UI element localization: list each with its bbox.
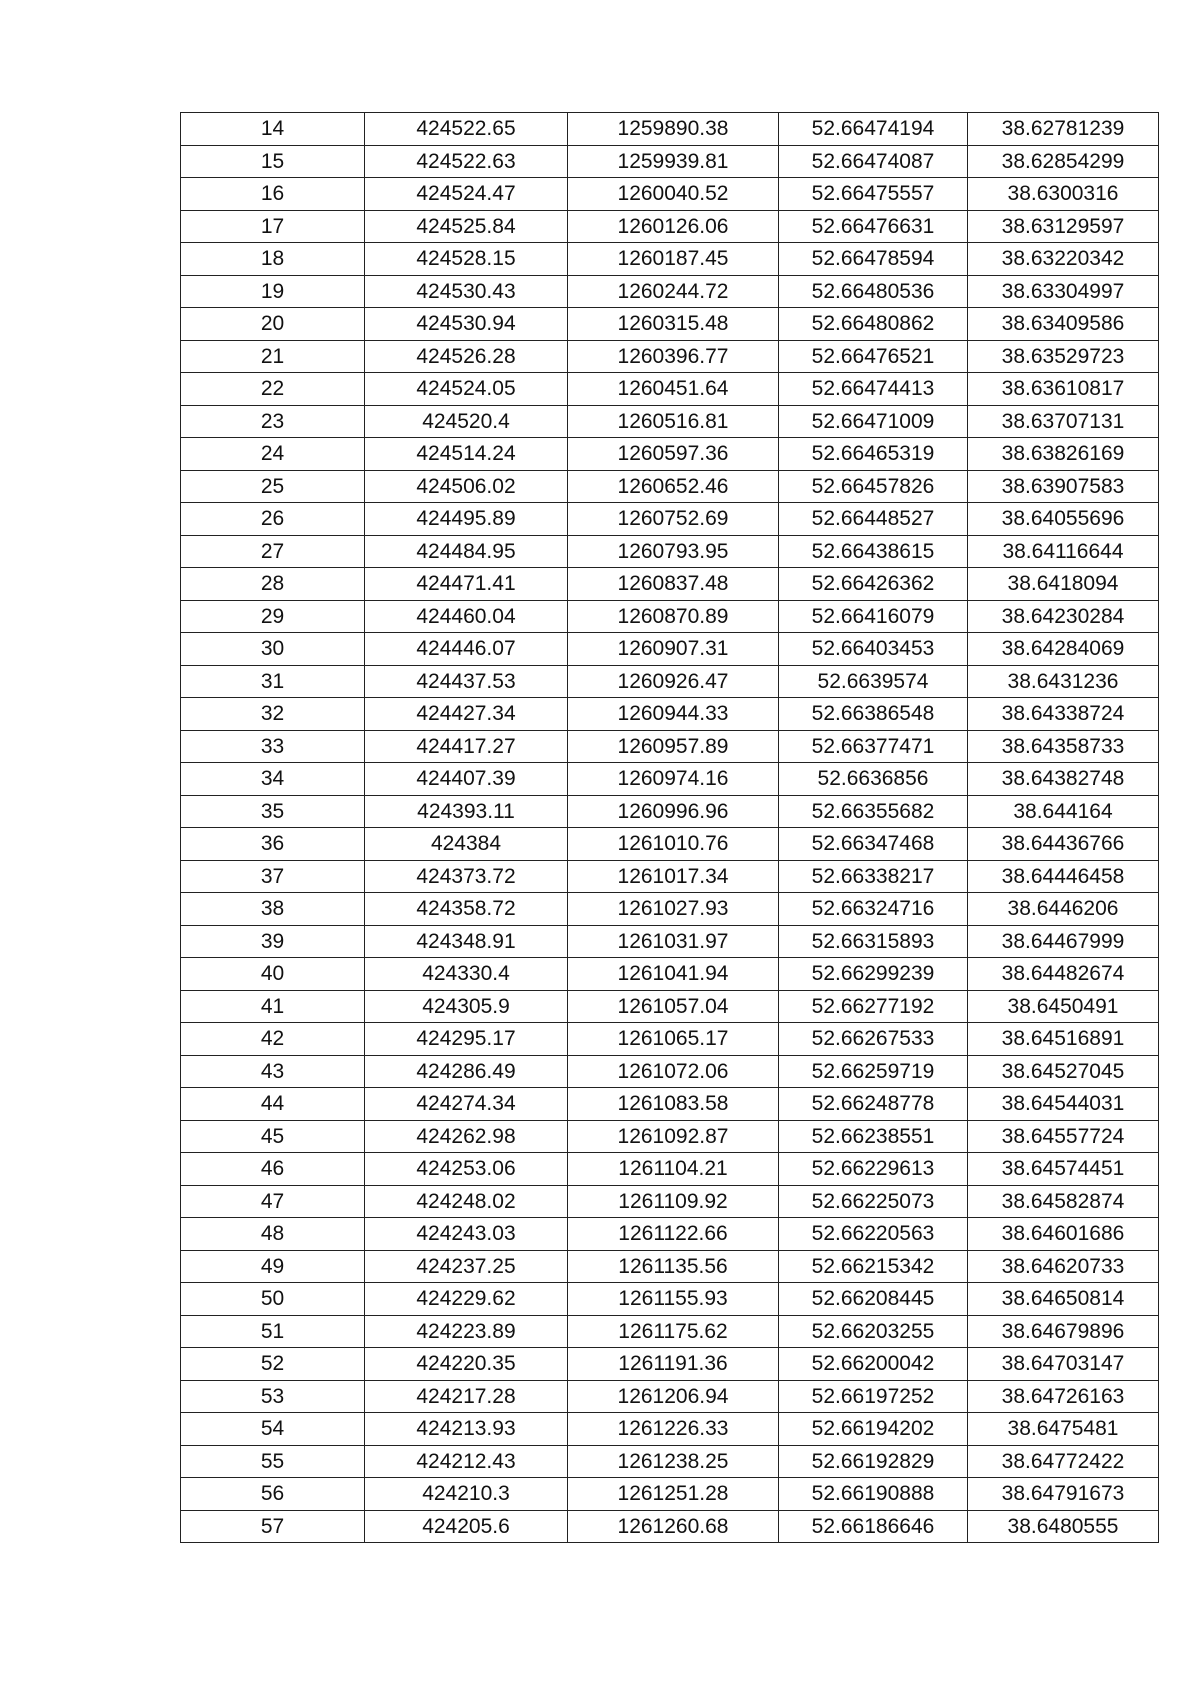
latitude-cell: 52.66200042 [779, 1348, 968, 1381]
point-number-cell: 21 [181, 340, 365, 373]
table-row [181, 535, 1159, 568]
table-row [181, 795, 1159, 828]
point-number-cell: 26 [181, 503, 365, 536]
x-coordinate-cell: 424407.39 [365, 763, 568, 796]
point-number-cell: 35 [181, 795, 365, 828]
x-coordinate-cell: 424526.28 [365, 340, 568, 373]
y-coordinate-cell: 1260451.64 [568, 373, 779, 406]
x-coordinate-cell: 424446.07 [365, 633, 568, 666]
x-coordinate-cell: 424514.24 [365, 438, 568, 471]
table-row [181, 243, 1159, 276]
table-row [181, 210, 1159, 243]
longitude-cell: 38.64436766 [968, 828, 1159, 861]
table-row [181, 1315, 1159, 1348]
longitude-cell: 38.64516891 [968, 1023, 1159, 1056]
latitude-cell: 52.66324716 [779, 893, 968, 926]
y-coordinate-cell: 1260516.81 [568, 405, 779, 438]
point-number-cell: 18 [181, 243, 365, 276]
x-coordinate-cell: 424506.02 [365, 470, 568, 503]
x-coordinate-cell: 424525.84 [365, 210, 568, 243]
latitude-cell: 52.66248778 [779, 1088, 968, 1121]
longitude-cell: 38.64650814 [968, 1283, 1159, 1316]
point-number-cell: 57 [181, 1510, 365, 1543]
longitude-cell: 38.64574451 [968, 1153, 1159, 1186]
y-coordinate-cell: 1260974.16 [568, 763, 779, 796]
point-number-cell: 33 [181, 730, 365, 763]
table-row [181, 1088, 1159, 1121]
x-coordinate-cell: 424217.28 [365, 1380, 568, 1413]
latitude-cell: 52.66203255 [779, 1315, 968, 1348]
y-coordinate-cell: 1261083.58 [568, 1088, 779, 1121]
x-coordinate-cell: 424393.11 [365, 795, 568, 828]
point-number-cell: 51 [181, 1315, 365, 1348]
point-number-cell: 48 [181, 1218, 365, 1251]
x-coordinate-cell: 424274.34 [365, 1088, 568, 1121]
latitude-cell: 52.66208445 [779, 1283, 968, 1316]
longitude-cell: 38.6446206 [968, 893, 1159, 926]
y-coordinate-cell: 1260396.77 [568, 340, 779, 373]
point-number-cell: 38 [181, 893, 365, 926]
longitude-cell: 38.64284069 [968, 633, 1159, 666]
latitude-cell: 52.66471009 [779, 405, 968, 438]
y-coordinate-cell: 1261155.93 [568, 1283, 779, 1316]
table-row [181, 275, 1159, 308]
table-row [181, 1120, 1159, 1153]
point-number-cell: 37 [181, 860, 365, 893]
y-coordinate-cell: 1261260.68 [568, 1510, 779, 1543]
point-number-cell: 23 [181, 405, 365, 438]
y-coordinate-cell: 1260926.47 [568, 665, 779, 698]
table-row [181, 145, 1159, 178]
latitude-cell: 52.66475557 [779, 178, 968, 211]
table-row [181, 373, 1159, 406]
point-number-cell: 45 [181, 1120, 365, 1153]
point-number-cell: 46 [181, 1153, 365, 1186]
point-number-cell: 29 [181, 600, 365, 633]
point-number-cell: 20 [181, 308, 365, 341]
y-coordinate-cell: 1261238.25 [568, 1445, 779, 1478]
x-coordinate-cell: 424373.72 [365, 860, 568, 893]
table-row [181, 1348, 1159, 1381]
table-row [181, 1510, 1159, 1543]
y-coordinate-cell: 1261206.94 [568, 1380, 779, 1413]
longitude-cell: 38.62854299 [968, 145, 1159, 178]
longitude-cell: 38.64467999 [968, 925, 1159, 958]
latitude-cell: 52.66474413 [779, 373, 968, 406]
y-coordinate-cell: 1261065.17 [568, 1023, 779, 1056]
longitude-cell: 38.63826169 [968, 438, 1159, 471]
point-number-cell: 47 [181, 1185, 365, 1218]
latitude-cell: 52.66474087 [779, 145, 968, 178]
latitude-cell: 52.66426362 [779, 568, 968, 601]
table-row [181, 340, 1159, 373]
x-coordinate-cell: 424223.89 [365, 1315, 568, 1348]
latitude-cell: 52.66215342 [779, 1250, 968, 1283]
x-coordinate-cell: 424253.06 [365, 1153, 568, 1186]
x-coordinate-cell: 424358.72 [365, 893, 568, 926]
y-coordinate-cell: 1261109.92 [568, 1185, 779, 1218]
table-row [181, 828, 1159, 861]
x-coordinate-cell: 424522.63 [365, 145, 568, 178]
longitude-cell: 38.644164 [968, 795, 1159, 828]
longitude-cell: 38.64726163 [968, 1380, 1159, 1413]
table-row [181, 1445, 1159, 1478]
y-coordinate-cell: 1261010.76 [568, 828, 779, 861]
x-coordinate-cell: 424248.02 [365, 1185, 568, 1218]
table-row [181, 568, 1159, 601]
table-row [181, 1153, 1159, 1186]
table-row [181, 1478, 1159, 1511]
table-row [181, 1250, 1159, 1283]
longitude-cell: 38.6300316 [968, 178, 1159, 211]
x-coordinate-cell: 424460.04 [365, 600, 568, 633]
table-row [181, 308, 1159, 341]
y-coordinate-cell: 1261251.28 [568, 1478, 779, 1511]
latitude-cell: 52.66338217 [779, 860, 968, 893]
longitude-cell: 38.63304997 [968, 275, 1159, 308]
longitude-cell: 38.64620733 [968, 1250, 1159, 1283]
longitude-cell: 38.63707131 [968, 405, 1159, 438]
table-row [181, 503, 1159, 536]
y-coordinate-cell: 1260793.95 [568, 535, 779, 568]
table-row [181, 665, 1159, 698]
y-coordinate-cell: 1260944.33 [568, 698, 779, 731]
table-row [181, 113, 1159, 146]
longitude-cell: 38.64358733 [968, 730, 1159, 763]
latitude-cell: 52.66476631 [779, 210, 968, 243]
table-row [181, 1380, 1159, 1413]
y-coordinate-cell: 1260907.31 [568, 633, 779, 666]
latitude-cell: 52.66416079 [779, 600, 968, 633]
latitude-cell: 52.66438615 [779, 535, 968, 568]
point-number-cell: 25 [181, 470, 365, 503]
x-coordinate-cell: 424212.43 [365, 1445, 568, 1478]
longitude-cell: 38.64582874 [968, 1185, 1159, 1218]
point-number-cell: 16 [181, 178, 365, 211]
longitude-cell: 38.64055696 [968, 503, 1159, 536]
table-row [181, 958, 1159, 991]
point-number-cell: 44 [181, 1088, 365, 1121]
y-coordinate-cell: 1260187.45 [568, 243, 779, 276]
x-coordinate-cell: 424262.98 [365, 1120, 568, 1153]
point-number-cell: 34 [181, 763, 365, 796]
y-coordinate-cell: 1261104.21 [568, 1153, 779, 1186]
latitude-cell: 52.66197252 [779, 1380, 968, 1413]
table-row [181, 438, 1159, 471]
coordinate-table-body [181, 113, 1159, 1543]
latitude-cell: 52.66474194 [779, 113, 968, 146]
x-coordinate-cell: 424528.15 [365, 243, 568, 276]
longitude-cell: 38.64338724 [968, 698, 1159, 731]
latitude-cell: 52.66478594 [779, 243, 968, 276]
latitude-cell: 52.6639574 [779, 665, 968, 698]
table-row [181, 763, 1159, 796]
y-coordinate-cell: 1260837.48 [568, 568, 779, 601]
latitude-cell: 52.66476521 [779, 340, 968, 373]
y-coordinate-cell: 1260957.89 [568, 730, 779, 763]
y-coordinate-cell: 1260315.48 [568, 308, 779, 341]
table-row [181, 893, 1159, 926]
point-number-cell: 55 [181, 1445, 365, 1478]
y-coordinate-cell: 1259939.81 [568, 145, 779, 178]
x-coordinate-cell: 424237.25 [365, 1250, 568, 1283]
table-row [181, 1218, 1159, 1251]
longitude-cell: 38.63529723 [968, 340, 1159, 373]
longitude-cell: 38.63220342 [968, 243, 1159, 276]
latitude-cell: 52.66229613 [779, 1153, 968, 1186]
table-row [181, 470, 1159, 503]
longitude-cell: 38.6480555 [968, 1510, 1159, 1543]
longitude-cell: 38.64446458 [968, 860, 1159, 893]
table-row [181, 1283, 1159, 1316]
table-row [181, 698, 1159, 731]
y-coordinate-cell: 1261191.36 [568, 1348, 779, 1381]
y-coordinate-cell: 1261041.94 [568, 958, 779, 991]
point-number-cell: 27 [181, 535, 365, 568]
y-coordinate-cell: 1261226.33 [568, 1413, 779, 1446]
x-coordinate-cell: 424437.53 [365, 665, 568, 698]
x-coordinate-cell: 424213.93 [365, 1413, 568, 1446]
y-coordinate-cell: 1260244.72 [568, 275, 779, 308]
point-number-cell: 15 [181, 145, 365, 178]
longitude-cell: 38.6475481 [968, 1413, 1159, 1446]
longitude-cell: 38.63409586 [968, 308, 1159, 341]
x-coordinate-cell: 424524.47 [365, 178, 568, 211]
y-coordinate-cell: 1261092.87 [568, 1120, 779, 1153]
longitude-cell: 38.6431236 [968, 665, 1159, 698]
x-coordinate-cell: 424417.27 [365, 730, 568, 763]
point-number-cell: 50 [181, 1283, 365, 1316]
x-coordinate-cell: 424305.9 [365, 990, 568, 1023]
x-coordinate-cell: 424484.95 [365, 535, 568, 568]
latitude-cell: 52.66238551 [779, 1120, 968, 1153]
longitude-cell: 38.64482674 [968, 958, 1159, 991]
table-row [181, 600, 1159, 633]
point-number-cell: 32 [181, 698, 365, 731]
x-coordinate-cell: 424348.91 [365, 925, 568, 958]
y-coordinate-cell: 1261031.97 [568, 925, 779, 958]
x-coordinate-cell: 424220.35 [365, 1348, 568, 1381]
latitude-cell: 52.66480862 [779, 308, 968, 341]
latitude-cell: 52.66403453 [779, 633, 968, 666]
x-coordinate-cell: 424495.89 [365, 503, 568, 536]
table-row [181, 1055, 1159, 1088]
longitude-cell: 38.63907583 [968, 470, 1159, 503]
longitude-cell: 38.64601686 [968, 1218, 1159, 1251]
y-coordinate-cell: 1260040.52 [568, 178, 779, 211]
point-number-cell: 54 [181, 1413, 365, 1446]
latitude-cell: 52.66267533 [779, 1023, 968, 1056]
table-row [181, 925, 1159, 958]
table-row [181, 1413, 1159, 1446]
x-coordinate-cell: 424427.34 [365, 698, 568, 731]
point-number-cell: 42 [181, 1023, 365, 1056]
y-coordinate-cell: 1261057.04 [568, 990, 779, 1023]
x-coordinate-cell: 424471.41 [365, 568, 568, 601]
latitude-cell: 52.66480536 [779, 275, 968, 308]
latitude-cell: 52.66355682 [779, 795, 968, 828]
longitude-cell: 38.64557724 [968, 1120, 1159, 1153]
x-coordinate-cell: 424522.65 [365, 113, 568, 146]
x-coordinate-cell: 424295.17 [365, 1023, 568, 1056]
x-coordinate-cell: 424520.4 [365, 405, 568, 438]
longitude-cell: 38.64527045 [968, 1055, 1159, 1088]
point-number-cell: 49 [181, 1250, 365, 1283]
longitude-cell: 38.64791673 [968, 1478, 1159, 1511]
latitude-cell: 52.66190888 [779, 1478, 968, 1511]
x-coordinate-cell: 424210.3 [365, 1478, 568, 1511]
x-coordinate-cell: 424229.62 [365, 1283, 568, 1316]
table-row [181, 178, 1159, 211]
latitude-cell: 52.66259719 [779, 1055, 968, 1088]
latitude-cell: 52.66225073 [779, 1185, 968, 1218]
point-number-cell: 28 [181, 568, 365, 601]
x-coordinate-cell: 424524.05 [365, 373, 568, 406]
point-number-cell: 22 [181, 373, 365, 406]
latitude-cell: 52.66315893 [779, 925, 968, 958]
table-row [181, 1185, 1159, 1218]
x-coordinate-cell: 424530.94 [365, 308, 568, 341]
longitude-cell: 38.62781239 [968, 113, 1159, 146]
table-row [181, 405, 1159, 438]
latitude-cell: 52.66465319 [779, 438, 968, 471]
y-coordinate-cell: 1261027.93 [568, 893, 779, 926]
table-row [181, 860, 1159, 893]
latitude-cell: 52.66448527 [779, 503, 968, 536]
y-coordinate-cell: 1261072.06 [568, 1055, 779, 1088]
longitude-cell: 38.64544031 [968, 1088, 1159, 1121]
point-number-cell: 17 [181, 210, 365, 243]
y-coordinate-cell: 1260597.36 [568, 438, 779, 471]
longitude-cell: 38.6418094 [968, 568, 1159, 601]
point-number-cell: 52 [181, 1348, 365, 1381]
longitude-cell: 38.64230284 [968, 600, 1159, 633]
table-row [181, 730, 1159, 763]
point-number-cell: 19 [181, 275, 365, 308]
latitude-cell: 52.66186646 [779, 1510, 968, 1543]
x-coordinate-cell: 424330.4 [365, 958, 568, 991]
point-number-cell: 43 [181, 1055, 365, 1088]
longitude-cell: 38.64703147 [968, 1348, 1159, 1381]
longitude-cell: 38.63129597 [968, 210, 1159, 243]
y-coordinate-cell: 1260652.46 [568, 470, 779, 503]
point-number-cell: 24 [181, 438, 365, 471]
longitude-cell: 38.64772422 [968, 1445, 1159, 1478]
y-coordinate-cell: 1260126.06 [568, 210, 779, 243]
y-coordinate-cell: 1260996.96 [568, 795, 779, 828]
latitude-cell: 52.66277192 [779, 990, 968, 1023]
x-coordinate-cell: 424243.03 [365, 1218, 568, 1251]
latitude-cell: 52.66377471 [779, 730, 968, 763]
x-coordinate-cell: 424286.49 [365, 1055, 568, 1088]
y-coordinate-cell: 1261122.66 [568, 1218, 779, 1251]
point-number-cell: 53 [181, 1380, 365, 1413]
x-coordinate-cell: 424530.43 [365, 275, 568, 308]
y-coordinate-cell: 1261135.56 [568, 1250, 779, 1283]
latitude-cell: 52.66457826 [779, 470, 968, 503]
point-number-cell: 56 [181, 1478, 365, 1511]
point-number-cell: 36 [181, 828, 365, 861]
latitude-cell: 52.66220563 [779, 1218, 968, 1251]
longitude-cell: 38.64679896 [968, 1315, 1159, 1348]
y-coordinate-cell: 1261017.34 [568, 860, 779, 893]
point-number-cell: 31 [181, 665, 365, 698]
latitude-cell: 52.66299239 [779, 958, 968, 991]
latitude-cell: 52.66192829 [779, 1445, 968, 1478]
point-number-cell: 14 [181, 113, 365, 146]
point-number-cell: 41 [181, 990, 365, 1023]
coordinate-table [180, 112, 1159, 1543]
y-coordinate-cell: 1260870.89 [568, 600, 779, 633]
latitude-cell: 52.66194202 [779, 1413, 968, 1446]
table-row [181, 633, 1159, 666]
y-coordinate-cell: 1260752.69 [568, 503, 779, 536]
latitude-cell: 52.6636856 [779, 763, 968, 796]
latitude-cell: 52.66347468 [779, 828, 968, 861]
y-coordinate-cell: 1261175.62 [568, 1315, 779, 1348]
latitude-cell: 52.66386548 [779, 698, 968, 731]
point-number-cell: 40 [181, 958, 365, 991]
y-coordinate-cell: 1259890.38 [568, 113, 779, 146]
table-row [181, 990, 1159, 1023]
x-coordinate-cell: 424205.6 [365, 1510, 568, 1543]
table-row [181, 1023, 1159, 1056]
point-number-cell: 30 [181, 633, 365, 666]
longitude-cell: 38.6450491 [968, 990, 1159, 1023]
longitude-cell: 38.64116644 [968, 535, 1159, 568]
point-number-cell: 39 [181, 925, 365, 958]
longitude-cell: 38.63610817 [968, 373, 1159, 406]
x-coordinate-cell: 424384 [365, 828, 568, 861]
longitude-cell: 38.64382748 [968, 763, 1159, 796]
